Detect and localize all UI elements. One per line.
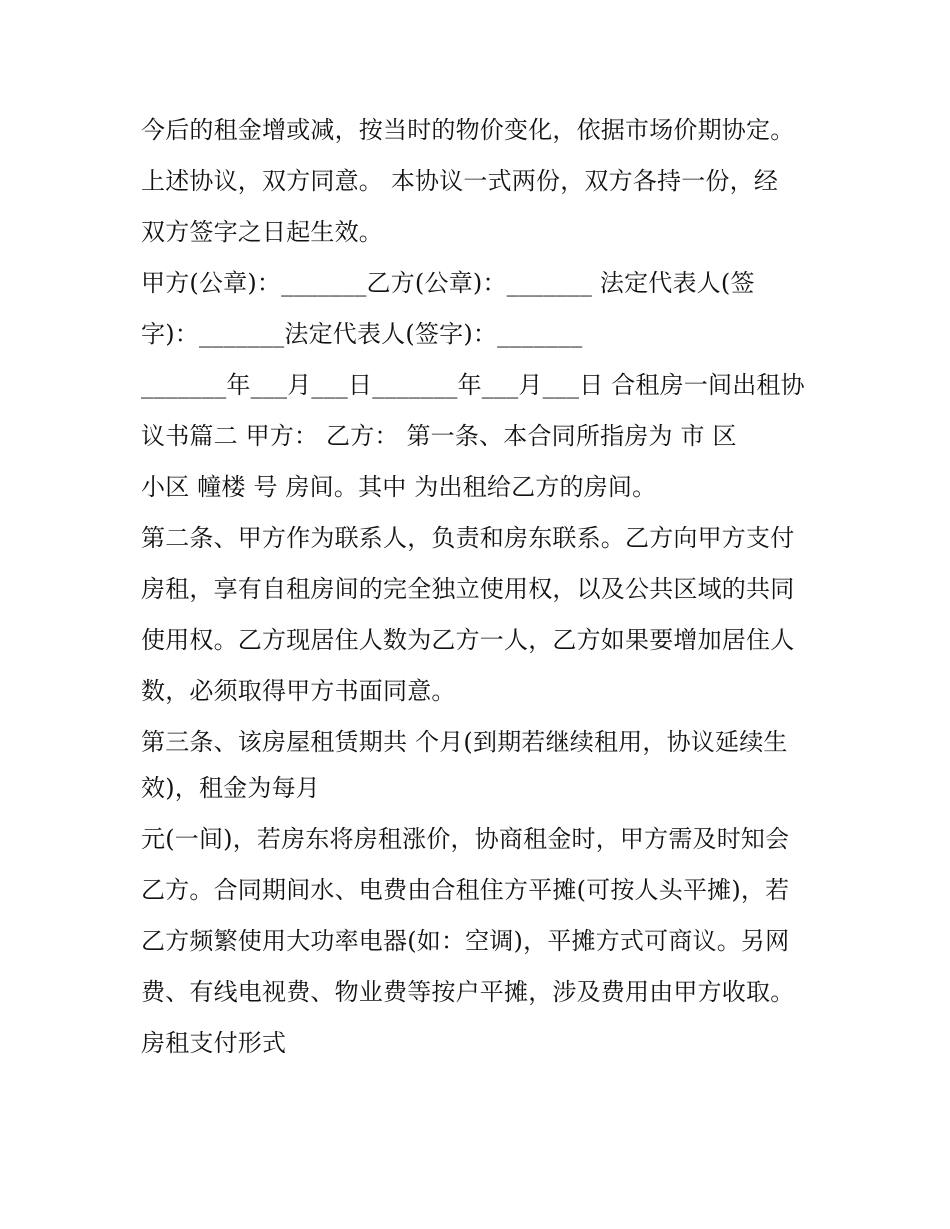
text-line: 第二条、甲方作为联系人，负责和房东联系。乙方向甲方支付 bbox=[141, 524, 795, 552]
text-line: 小区 幢楼 号 房间。其中 为出租给乙方的房间。 bbox=[141, 473, 657, 501]
text-line: 第三条、该房屋租赁期共 个月(到期若继续租用，协议延续生 bbox=[141, 728, 788, 756]
text-line: 乙方频繁使用大功率电器(如：空调)，平摊方式可商议。另网 bbox=[141, 927, 790, 955]
text-line: 元(一间)，若房东将房租涨价，协商租金时，甲方需及时知会 bbox=[141, 825, 790, 853]
text-line: 使用权。乙方现居住人数为乙方一人，乙方如果要增加居住人 bbox=[141, 626, 795, 654]
text-line: 数，必须取得甲方书面同意。 bbox=[141, 677, 456, 705]
text-line: 房租，享有自租房间的完全独立使用权，以及公共区域的共同 bbox=[141, 575, 795, 603]
text-line: 上述协议，双方同意。 本协议一式两份，双方各持一份，经 bbox=[141, 167, 779, 195]
signature-line: 字)：_______法定代表人(签字)：_______ bbox=[141, 320, 583, 348]
text-line: 今后的租金增或减，按当时的物价变化，依据市场价期协定。 bbox=[141, 116, 795, 144]
text-line: 房租支付形式 bbox=[141, 1029, 287, 1057]
text-line: 费、有线电视费、物业费等按户平摊，涉及费用由甲方收取。 bbox=[141, 978, 795, 1006]
text-line: 乙方。合同期间水、电费由合租住方平摊(可按人头平摊)，若 bbox=[141, 876, 790, 904]
date-line: _______年___月___日_______年___月___日 合租房一间出租协 bbox=[141, 371, 805, 399]
text-line: 双方签字之日起生效。 bbox=[141, 218, 383, 246]
text-line: 效)，租金为每月 bbox=[141, 774, 320, 802]
text-line: 议书篇二 甲方： 乙方： 第一条、本合同所指房为 市 区 bbox=[141, 422, 737, 450]
signature-line: 甲方(公章)：_______乙方(公章)：_______ 法定代表人(签 bbox=[141, 269, 755, 297]
